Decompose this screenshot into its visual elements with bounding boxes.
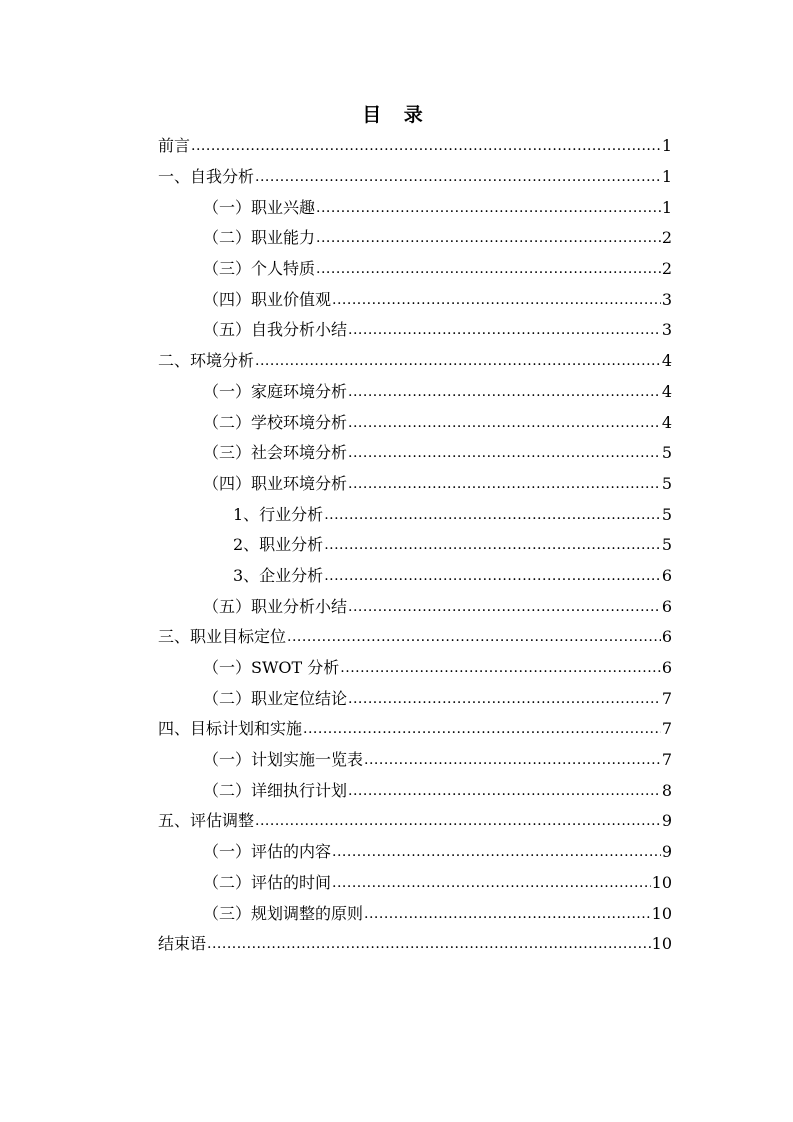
toc-entry-page-number: 3 xyxy=(661,320,672,340)
toc-entry-label: （一）职业兴趣 xyxy=(203,197,316,217)
toc-entry-page-number: 1 xyxy=(661,167,672,187)
toc-entry[interactable] xyxy=(158,469,672,500)
toc-entry-label: 三、职业目标定位 xyxy=(158,627,287,647)
toc-entry-label: （三）个人特质 xyxy=(203,259,316,279)
toc-entry-label: 一、自我分析 xyxy=(158,167,255,187)
toc-entry[interactable] xyxy=(158,315,672,346)
toc-entry[interactable] xyxy=(158,561,672,592)
toc-entry[interactable] xyxy=(158,407,672,438)
dot-leader xyxy=(255,167,661,187)
toc-entry-page-number: 1 xyxy=(661,136,672,156)
toc-entry[interactable] xyxy=(158,254,672,285)
toc-entry[interactable] xyxy=(158,530,672,561)
toc-entry-page-number: 5 xyxy=(661,535,672,555)
toc-entry[interactable] xyxy=(158,806,672,837)
dot-leader xyxy=(348,597,661,617)
toc-entry-page-number: 6 xyxy=(661,596,672,616)
toc-entry[interactable] xyxy=(158,284,672,315)
toc-entry-page-number: 7 xyxy=(661,750,672,770)
toc-entry-label: 2、职业分析 xyxy=(233,535,324,555)
toc-entry[interactable] xyxy=(158,591,672,622)
toc-entry-label: 1、行业分析 xyxy=(233,504,324,524)
toc-entry-page-number: 7 xyxy=(661,719,672,739)
toc-entry-label: （一）计划实施一览表 xyxy=(203,750,364,770)
toc-entry[interactable] xyxy=(158,499,672,530)
toc-entry[interactable] xyxy=(158,223,672,254)
toc-entry-page-number: 5 xyxy=(661,473,672,493)
dot-leader xyxy=(287,627,661,647)
dot-leader xyxy=(348,443,661,463)
dot-leader xyxy=(316,228,661,248)
toc-entry-page-number: 8 xyxy=(661,780,672,800)
dot-leader xyxy=(348,474,661,494)
toc-entry-page-number: 6 xyxy=(661,565,672,585)
dot-leader xyxy=(348,413,661,433)
dot-leader xyxy=(324,505,661,525)
toc-entry-label: 结束语 xyxy=(158,934,207,954)
toc-entry-label: （二）评估的时间 xyxy=(203,872,332,892)
toc-entry-page-number: 5 xyxy=(661,504,672,524)
dot-leader xyxy=(207,934,651,954)
toc-entry-page-number: 10 xyxy=(651,903,672,923)
toc-entry[interactable] xyxy=(158,898,672,929)
toc-entry-label: 二、环境分析 xyxy=(158,351,255,371)
toc-entry-label: （二）学校环境分析 xyxy=(203,412,348,432)
dot-leader xyxy=(303,719,661,739)
toc-entry-label: （一）评估的内容 xyxy=(203,842,332,862)
toc-entry-page-number: 6 xyxy=(661,658,672,678)
toc-entry[interactable] xyxy=(158,683,672,714)
toc-entry-label: （四）职业价值观 xyxy=(203,289,332,309)
toc-entry-label: （一）SWOT 分析 xyxy=(203,658,340,678)
toc-entry-label: 四、目标计划和实施 xyxy=(158,719,303,739)
toc-entry-label: 五、评估调整 xyxy=(158,811,255,831)
toc-entry-label: （三）规划调整的原则 xyxy=(203,903,364,923)
table-of-contents xyxy=(158,131,672,960)
toc-entry-page-number: 7 xyxy=(661,688,672,708)
toc-entry-page-number: 1 xyxy=(661,197,672,217)
toc-entry[interactable] xyxy=(158,622,672,653)
toc-entry-label: （一）家庭环境分析 xyxy=(203,381,348,401)
dot-leader xyxy=(348,320,661,340)
toc-entry-page-number: 10 xyxy=(651,872,672,892)
toc-entry[interactable] xyxy=(158,868,672,899)
toc-entry-label: （三）社会环境分析 xyxy=(203,443,348,463)
toc-entry-label: （五）职业分析小结 xyxy=(203,596,348,616)
toc-entry-page-number: 5 xyxy=(661,443,672,463)
toc-entry-page-number: 6 xyxy=(661,627,672,647)
toc-entry-page-number: 10 xyxy=(651,934,672,954)
dot-leader xyxy=(255,811,661,831)
toc-entry-label: （二）职业能力 xyxy=(203,228,316,248)
toc-entry[interactable] xyxy=(158,131,672,162)
dot-leader xyxy=(348,382,661,402)
toc-entry-page-number: 2 xyxy=(661,228,672,248)
dot-leader xyxy=(332,290,661,310)
toc-entry-label: （五）自我分析小结 xyxy=(203,320,348,340)
toc-entry-label: 前言 xyxy=(158,136,191,156)
toc-entry[interactable] xyxy=(158,745,672,776)
dot-leader xyxy=(348,781,661,801)
toc-entry[interactable] xyxy=(158,714,672,745)
toc-entry-label: （二）职业定位结论 xyxy=(203,688,348,708)
toc-entry[interactable] xyxy=(158,377,672,408)
dot-leader xyxy=(324,535,661,555)
toc-title: 目 录 xyxy=(362,104,431,126)
toc-entry[interactable] xyxy=(158,653,672,684)
toc-entry[interactable] xyxy=(158,346,672,377)
toc-entry-label: 3、企业分析 xyxy=(233,565,324,585)
dot-leader xyxy=(316,259,661,279)
toc-entry-page-number: 4 xyxy=(661,412,672,432)
toc-entry[interactable] xyxy=(158,929,672,960)
dot-leader xyxy=(364,750,661,770)
toc-entry-label: （四）职业环境分析 xyxy=(203,473,348,493)
dot-leader xyxy=(332,842,661,862)
dot-leader xyxy=(255,351,661,371)
dot-leader xyxy=(191,136,661,156)
dot-leader xyxy=(364,904,651,924)
toc-entry[interactable] xyxy=(158,438,672,469)
toc-entry[interactable] xyxy=(158,775,672,806)
toc-entry[interactable] xyxy=(158,837,672,868)
toc-entry-page-number: 9 xyxy=(661,811,672,831)
dot-leader xyxy=(316,198,661,218)
toc-entry-page-number: 9 xyxy=(661,842,672,862)
toc-entry[interactable] xyxy=(158,162,672,193)
dot-leader xyxy=(348,689,661,709)
toc-entry[interactable] xyxy=(158,192,672,223)
dot-leader xyxy=(324,566,661,586)
toc-entry-page-number: 3 xyxy=(661,289,672,309)
toc-entry-page-number: 2 xyxy=(661,259,672,279)
toc-entry-page-number: 4 xyxy=(661,351,672,371)
toc-entry-label: （二）详细执行计划 xyxy=(203,780,348,800)
dot-leader xyxy=(340,658,661,678)
toc-entry-page-number: 4 xyxy=(661,381,672,401)
dot-leader xyxy=(332,873,651,893)
